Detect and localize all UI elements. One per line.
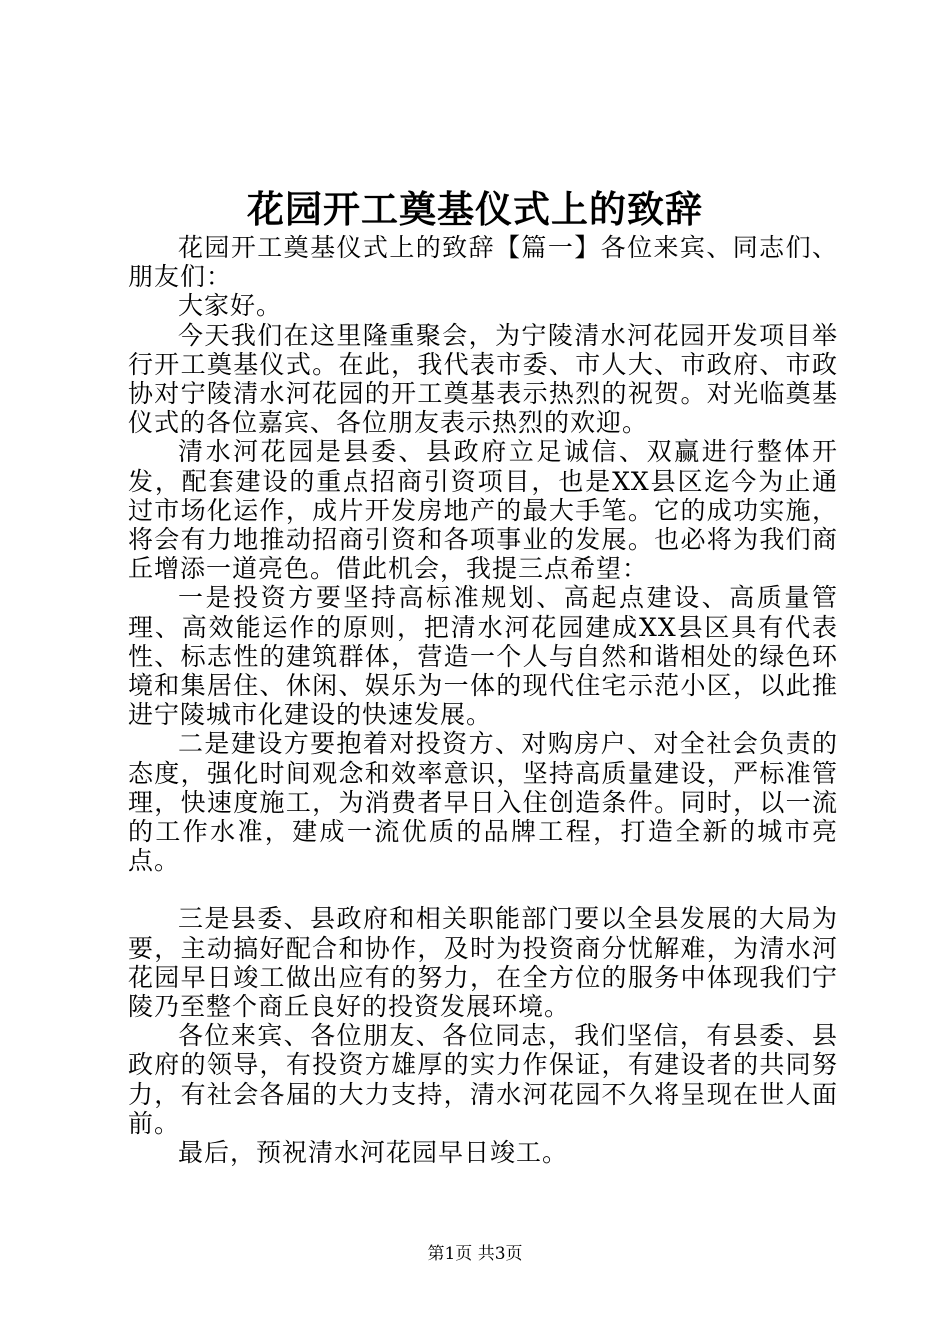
paragraph-8: 各位来宾、各位朋友、各位同志，我们坚信，有县委、县政府的领导，有投资方雄厚的实力作保证，有建设者的共同努力，有社会各届的大力支持，清水河花园不久将呈现在世人面前。	[128, 1021, 838, 1138]
paragraph-2: 大家好。	[178, 291, 283, 321]
page-number-footer: 第1页 共3页	[427, 1244, 523, 1264]
document-title: 花园开工奠基仪式上的致辞	[247, 187, 703, 231]
paragraph-3: 今天我们在这里隆重聚会，为宁陵清水河花园开发项目举行开工奠基仪式。在此，我代表市委、市人大、市政府、市政协对宁陵清水河花园的开工奠基表示热烈的祝贺。对光临奠基仪式的各位嘉宾、各位朋友表示热烈的欢迎。	[128, 320, 838, 438]
paragraph-5: 一是投资方要坚持高标准规划、高起点建设、高质量管理、高效能运作的原则，把清水河花园建成XX县区具有代表性、标志性的建筑群体，营造一个人与自然和谐相处的绿色环境和集居住、休闲、娱乐为一体的现代住宅示范小区，以此推进宁陵城市化建设的快速发展。	[128, 583, 838, 730]
document-body	[128, 233, 838, 1167]
paragraph-1: 花园开工奠基仪式上的致辞【篇一】各位来宾、同志们、朋友们：	[128, 233, 838, 292]
paragraph-6: 二是建设方要抱着对投资方、对购房户、对全社会负责的态度，强化时间观念和效率意识，坚持高质量建设，严标准管理，快速度施工，为消费者早日入住创造条件。同时，以一流的工作水准，建成一流优质的品牌工程，打造全新的城市亮点。	[128, 729, 838, 876]
paragraph-9: 最后，预祝清水河花园早日竣工。	[178, 1138, 569, 1168]
paragraph-7: 三是县委、县政府和相关职能部门要以全县发展的大局为要，主动搞好配合和协作，及时为投资商分忧解难，为清水河花园早日竣工做出应有的努力，在全方位的服务中体现我们宁陵乃至整个商丘良好的投资发展环境。	[128, 904, 838, 1022]
paragraph-4: 清水河花园是县委、县政府立足诚信、双赢进行整体开发，配套建设的重点招商引资项目，也是XX县区迄今为止通过市场化运作，成片开发房地产的最大手笔。它的成功实施，将会有力地推动招商引资和各项事业的发展。也必将为我们商丘增添一道亮色。借此机会，我提三点希望：	[128, 437, 838, 584]
